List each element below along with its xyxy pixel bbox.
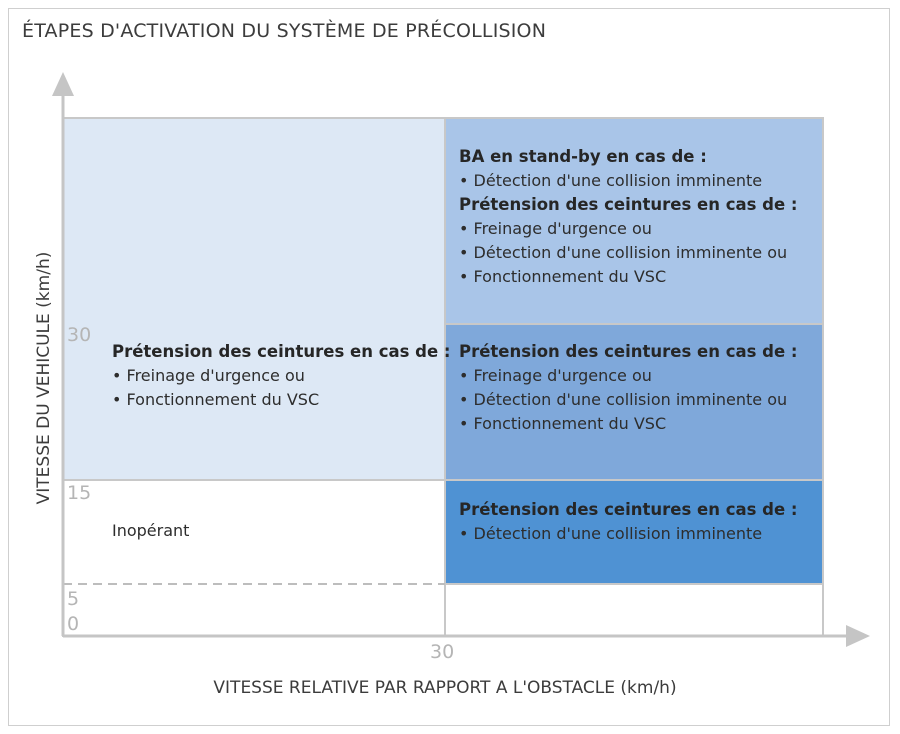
y-axis-label: VITESSE DU VEHICULE (km/h)	[34, 251, 54, 505]
zone-left-upper-heading: Prétension des ceintures en cas de :	[112, 342, 451, 361]
y-tick-15: 15	[67, 482, 92, 504]
zone-right-mid-heading: Prétension des ceintures en cas de :	[459, 342, 798, 361]
list-item: • Détection d'une collision imminente	[459, 171, 763, 190]
zone-left-upper-text	[112, 340, 451, 412]
y-tick-0: 0	[67, 613, 80, 635]
list-item-text: Détection d'une collision imminente	[473, 524, 763, 543]
list-item: • Fonctionnement du VSC	[112, 390, 320, 409]
zone-right-top-text	[459, 145, 798, 289]
list-item-text: Détection d'une collision imminente ou	[473, 390, 788, 409]
list-item-text: Freinage d'urgence ou	[473, 219, 652, 238]
x-axis-label: VITESSE RELATIVE PAR RAPPORT A L'OBSTACLE (km/h)	[213, 678, 677, 698]
list-item: • Fonctionnement du VSC	[459, 267, 667, 286]
zone-right-top-heading-2: Prétension des ceintures en cas de :	[459, 195, 798, 214]
zone-right-top-heading-1: BA en stand-by en cas de :	[459, 147, 707, 166]
list-item: • Freinage d'urgence ou	[112, 366, 305, 385]
list-item: • Freinage d'urgence ou	[459, 219, 652, 238]
list-item-text: Détection d'une collision imminente ou	[473, 243, 788, 262]
list-item: • Freinage d'urgence ou	[459, 366, 652, 385]
diagram-title: ÉTAPES D'ACTIVATION DU SYSTÈME DE PRÉCOLLISION	[22, 20, 547, 42]
zone-right-bottom-text	[459, 498, 798, 546]
list-item-text: Fonctionnement du VSC	[473, 414, 667, 433]
list-item-text: Freinage d'urgence ou	[473, 366, 652, 385]
x-axis-arrow-icon	[846, 625, 870, 647]
list-item: • Fonctionnement du VSC	[459, 414, 667, 433]
list-item-text: Fonctionnement du VSC	[126, 390, 320, 409]
list-item: • Détection d'une collision imminente	[459, 524, 763, 543]
y-axis-arrow-icon	[52, 72, 74, 96]
x-tick-30: 30	[430, 641, 455, 663]
list-item: • Détection d'une collision imminente ou	[459, 390, 788, 409]
y-tick-5: 5	[67, 588, 80, 610]
zone-right-bottom-heading: Prétension des ceintures en cas de :	[459, 500, 798, 519]
list-item-text: Freinage d'urgence ou	[126, 366, 305, 385]
list-item: • Détection d'une collision imminente ou	[459, 243, 788, 262]
zone-right-mid-text	[459, 340, 798, 436]
list-item-text: Fonctionnement du VSC	[473, 267, 667, 286]
y-tick-30: 30	[67, 324, 92, 346]
list-item-text: Détection d'une collision imminente	[473, 171, 763, 190]
zone-left-lower-label: Inopérant	[112, 521, 190, 540]
